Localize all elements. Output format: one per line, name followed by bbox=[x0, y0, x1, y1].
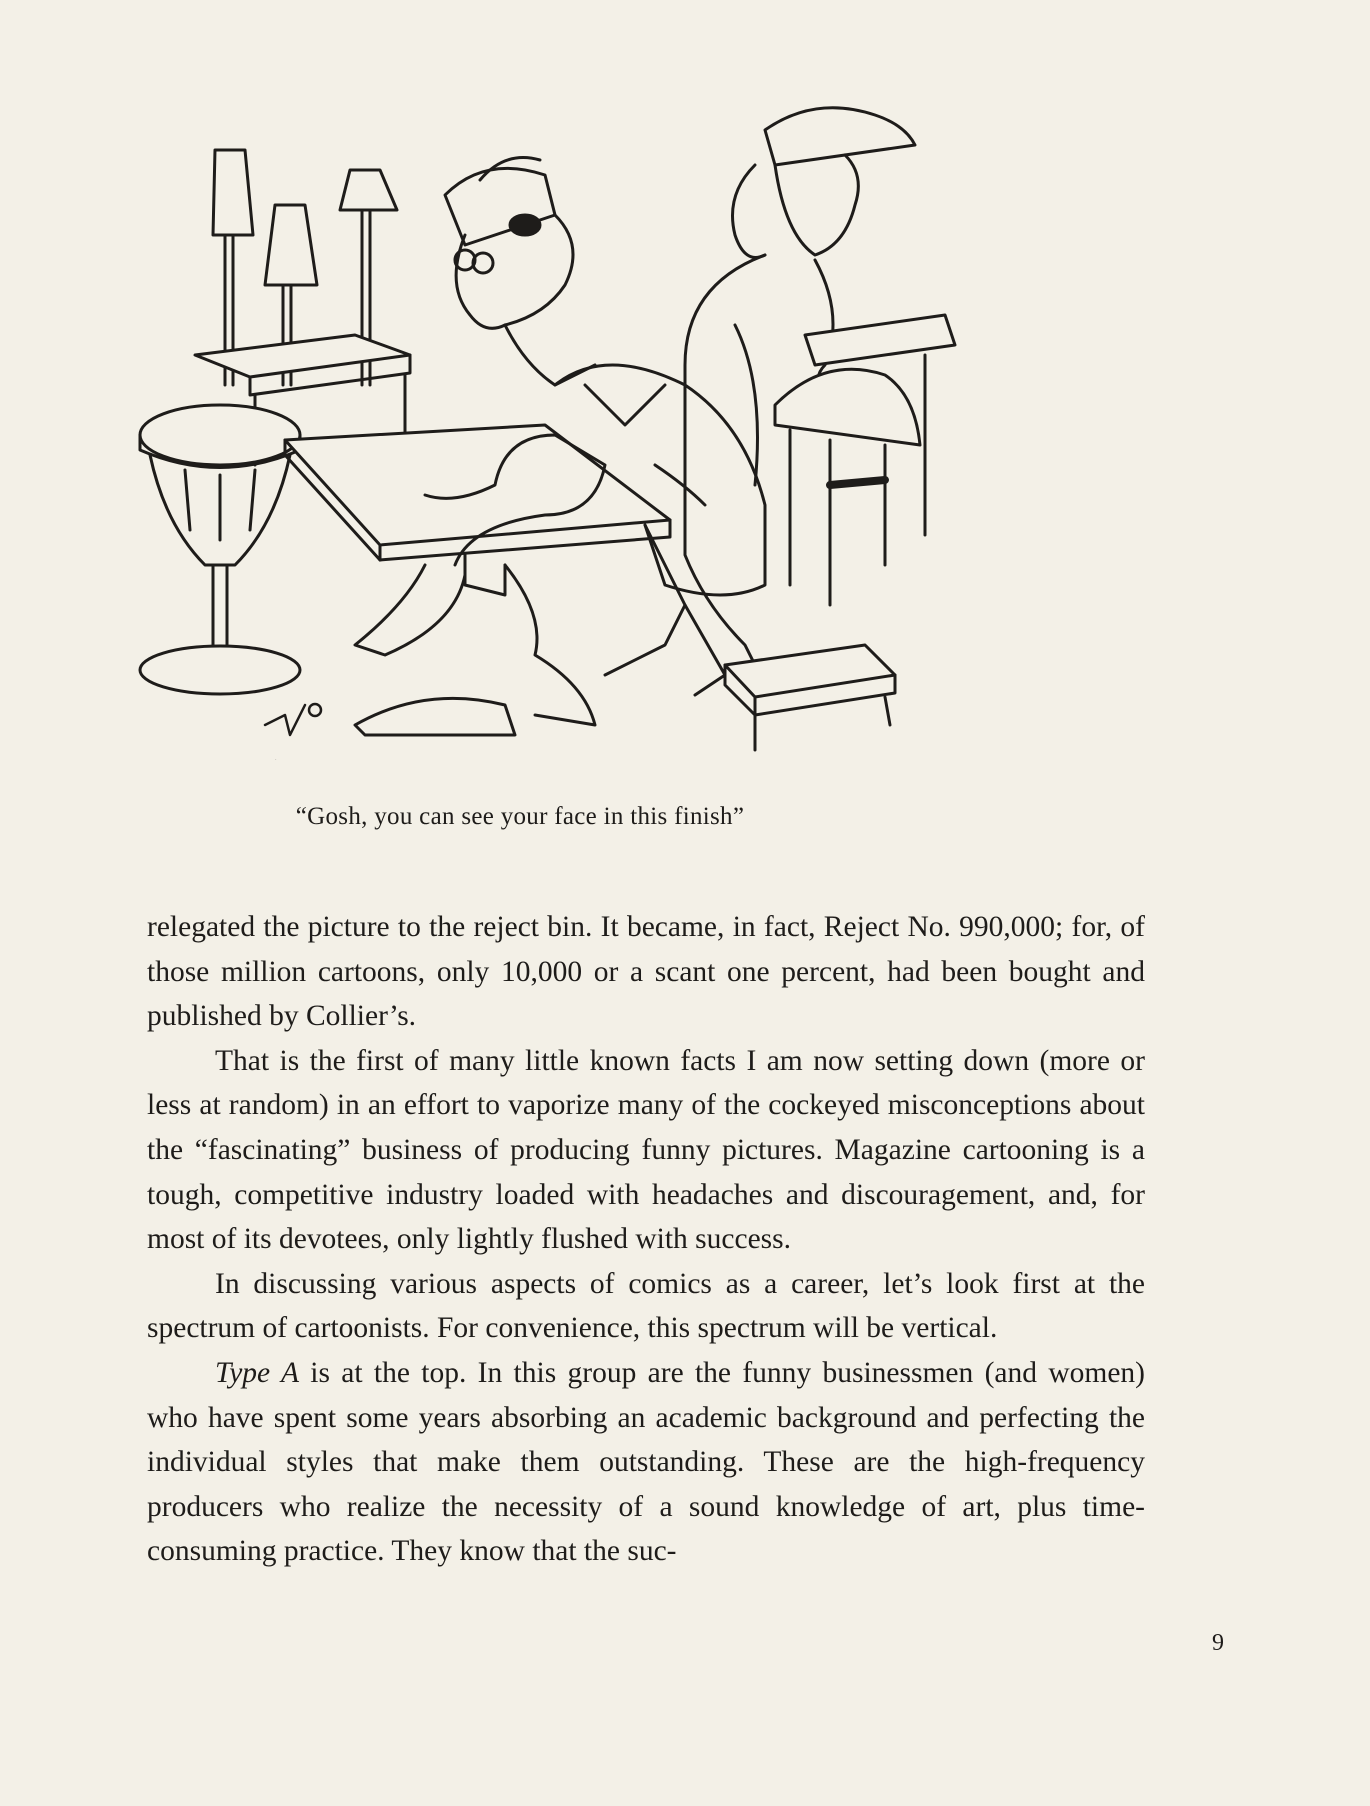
paragraph-1: relegated the picture to the reject bin. It became, in fact, Reject No. 990,000; for, of those million cartoons, only 10,000 or a scant one percent, had been bought and published by Collier’s. bbox=[147, 911, 1145, 1033]
paragraph-4-text: is at the top. In this group are the funny businessmen (and women) who have spent some years absorbing an academic background and perfecting the individual styles that make them outstanding. These are the high-frequency producers who realize the necessity of a sound knowledge of art, plus time-consuming practice. They know that the suc- bbox=[147, 1356, 1145, 1568]
cartoon-illustration bbox=[125, 85, 1055, 815]
type-a-term: Type A bbox=[215, 1356, 299, 1389]
front-table bbox=[285, 425, 670, 735]
right-tables bbox=[775, 315, 955, 605]
cartoon-caption: “Gosh, you can see your face in this finish” bbox=[295, 803, 745, 830]
page-number: 9 bbox=[1212, 1630, 1224, 1656]
paragraph-4 bbox=[147, 1351, 1145, 1574]
pedestal-stool bbox=[140, 405, 300, 694]
body-text bbox=[147, 905, 1145, 1574]
footstool bbox=[725, 645, 895, 750]
paragraph-2: That is the first of many little known facts I am now setting down (more or less at random) in an effort to vaporize many of the cockeyed misconceptions about the “fascinating” business of producing funny pictures. Magazine cartooning is a tough, competitive industry loaded with headaches and discouragement, and, for most of its devotees, only lightly flushed with success. bbox=[147, 1044, 1145, 1256]
paragraph-3: In discussing various aspects of comics as a career, let’s look first at the spectrum of cartoonists. For convenience, this spectrum will be vertical. bbox=[147, 1267, 1145, 1345]
furniture-store-cartoon bbox=[125, 85, 1055, 815]
artist-signature: JIP bbox=[275, 760, 277, 761]
signature-mark bbox=[265, 704, 321, 761]
